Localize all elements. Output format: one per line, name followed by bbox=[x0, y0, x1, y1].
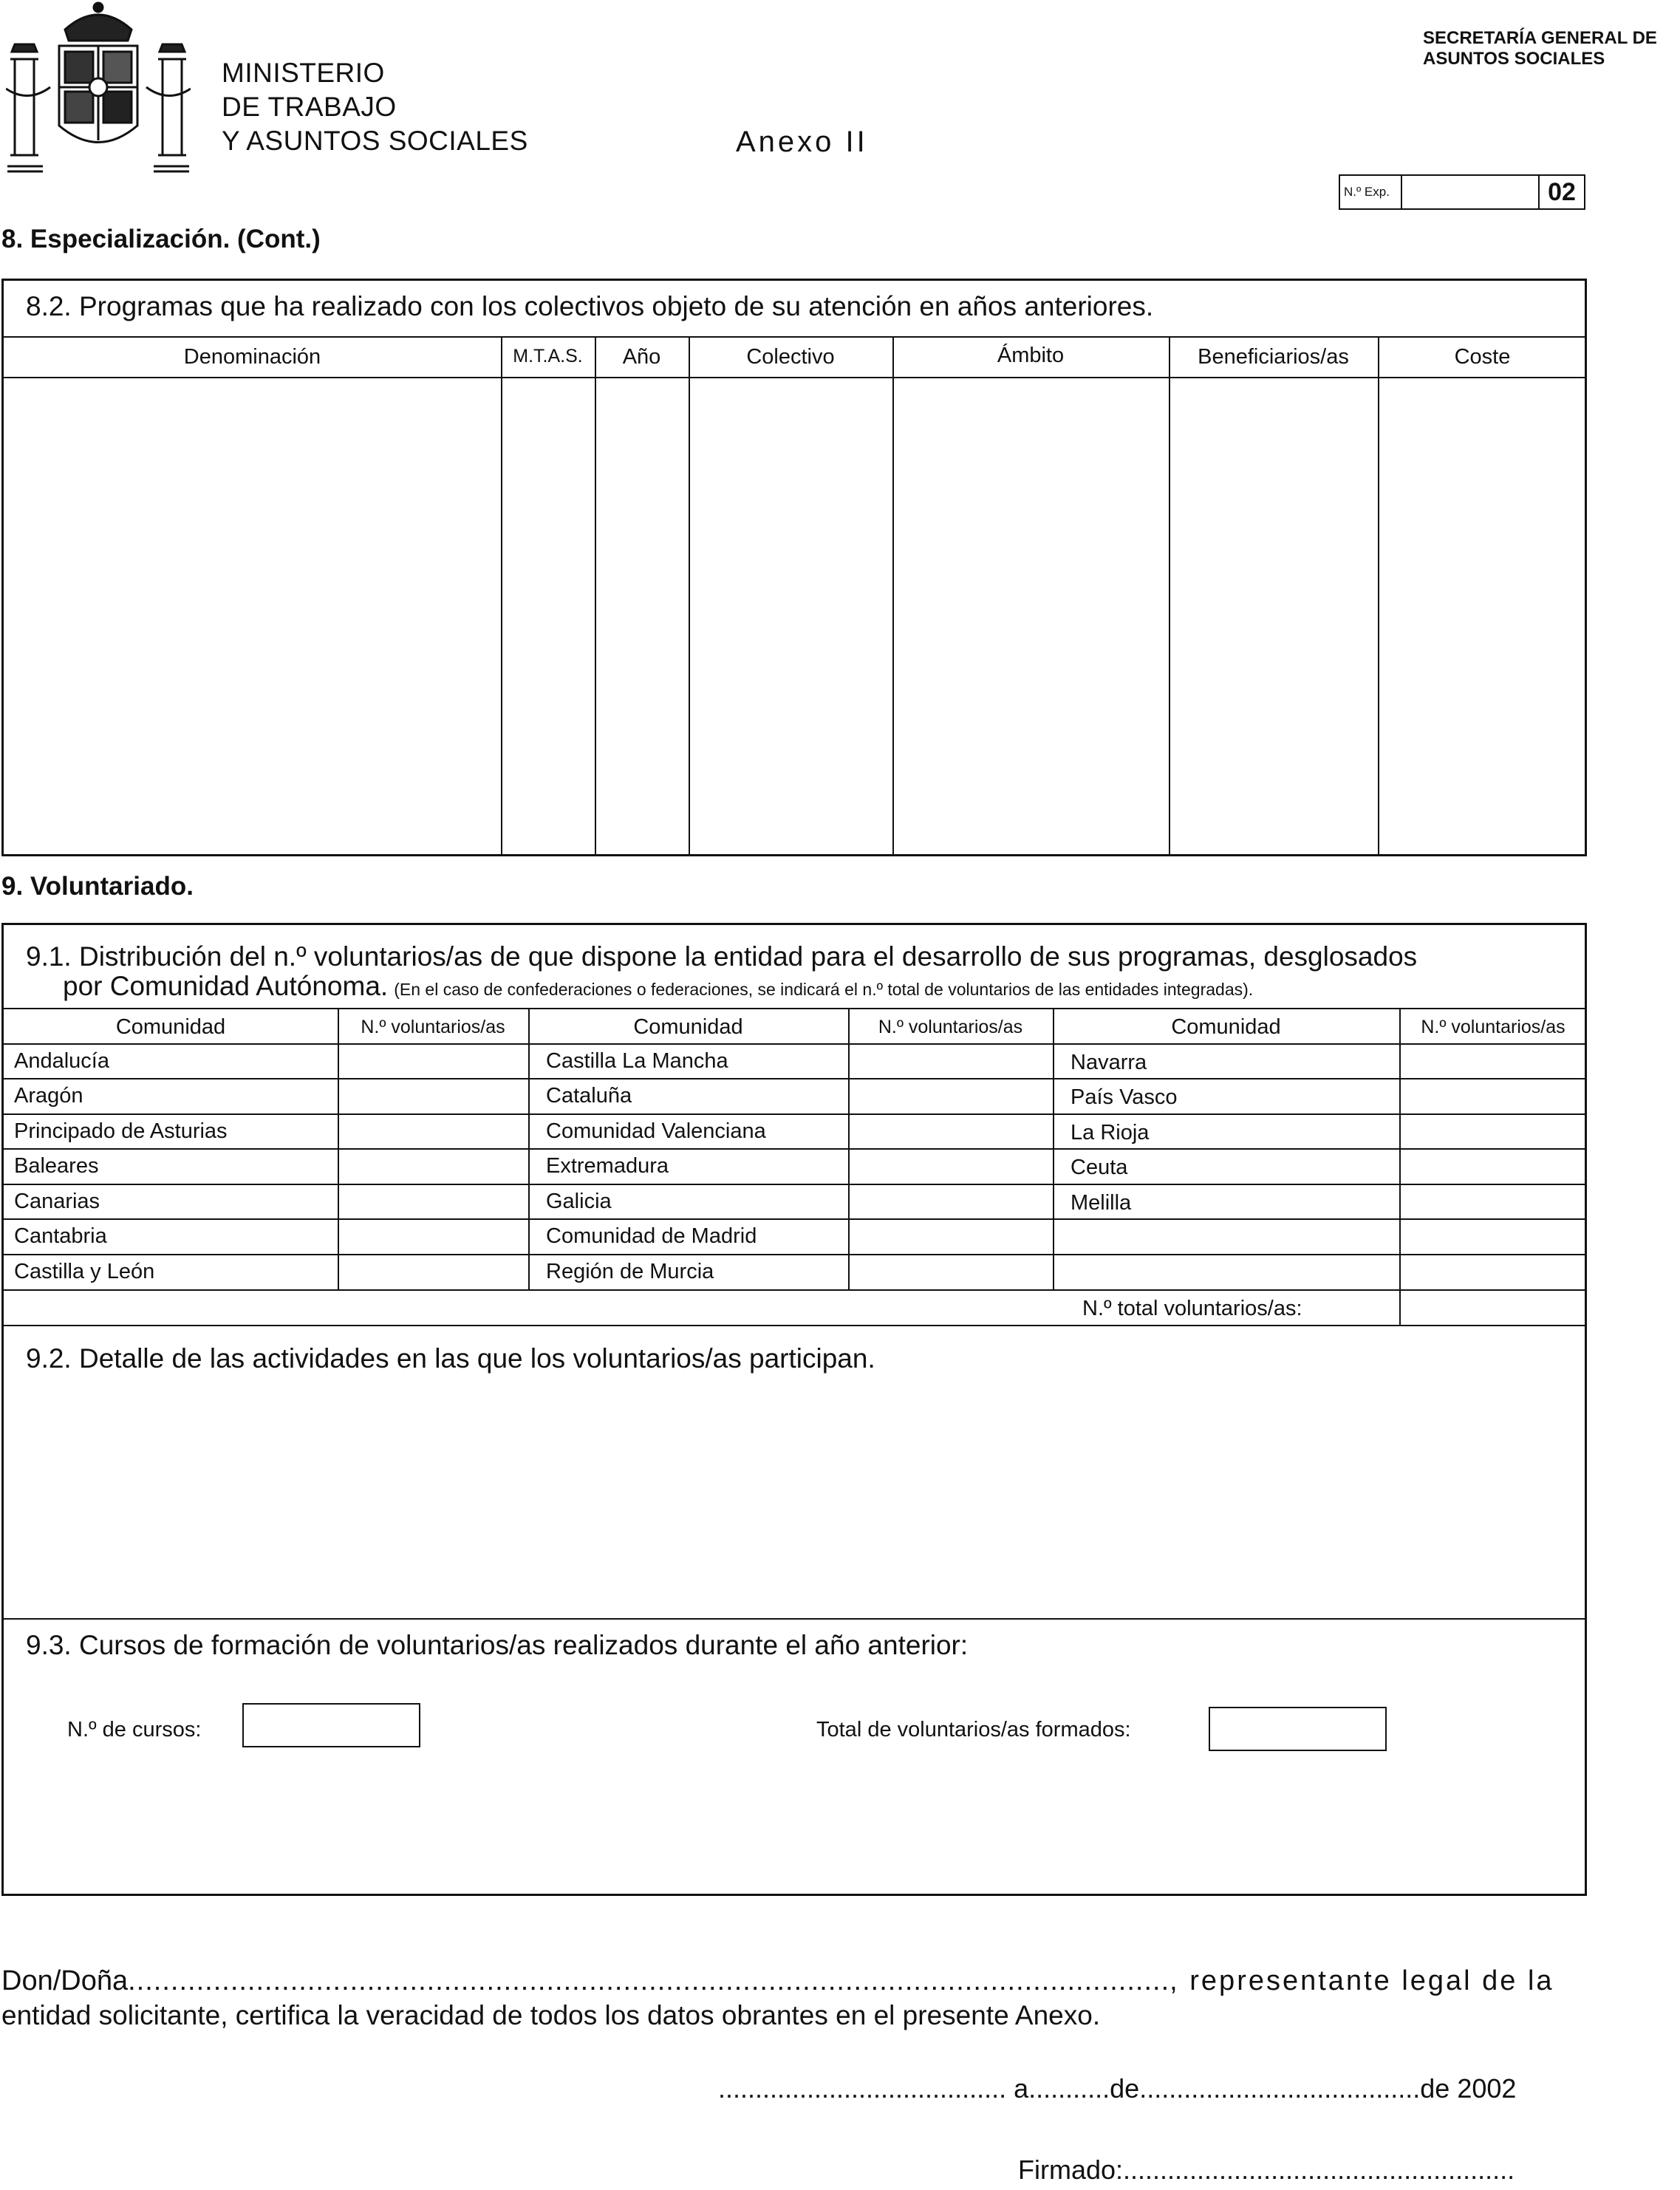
section-9-2-title: 9.2. Detalle de las actividades en las que los voluntarios/as participan. bbox=[26, 1343, 875, 1374]
don-dona-label: Don/Doña bbox=[1, 1965, 129, 1996]
comunidad-cell: Aragón bbox=[14, 1084, 83, 1108]
signature-dotted-field[interactable]: ..................................................... bbox=[1123, 2155, 1515, 2185]
column-header-ano: Año bbox=[622, 345, 661, 369]
comunidad-cell: Ceuta bbox=[1071, 1156, 1128, 1179]
comunidad-cell: La Rioja bbox=[1071, 1121, 1150, 1145]
name-dotted-field[interactable]: .......................................................................................................................... bbox=[128, 1965, 1170, 1996]
formados-input[interactable] bbox=[1209, 1707, 1387, 1751]
cursos-label: N.º de cursos: bbox=[67, 1718, 202, 1742]
section-9-3-title: 9.3. Cursos de formación de voluntarios/as realizados durante el año anterior: bbox=[26, 1630, 969, 1660]
section-9-title: 9. Voluntariado. bbox=[1, 872, 194, 901]
section-9-1-note: (En el caso de confederaciones o federaciones, se indicará el n.º total de voluntarios de las entidades integradas). bbox=[394, 980, 1254, 999]
comunidad-cell: Cataluña bbox=[546, 1084, 632, 1108]
coat-of-arms-icon bbox=[6, 0, 191, 174]
comunidad-cell: Navarra bbox=[1071, 1051, 1147, 1074]
column-header-voluntarios-3: N.º voluntarios/as bbox=[1421, 1017, 1565, 1037]
firmado-label: Firmado: bbox=[1018, 2155, 1124, 2185]
formados-label: Total de voluntarios/as formados: bbox=[816, 1718, 1131, 1742]
annex-title: Anexo II bbox=[736, 126, 868, 158]
expedient-label: N.º Exp. bbox=[1340, 176, 1402, 208]
comunidad-cell: Canarias bbox=[14, 1190, 100, 1213]
comunidad-cell: Castilla La Mancha bbox=[546, 1049, 728, 1073]
secretaria-line: SECRETARÍA GENERAL DE bbox=[1423, 28, 1657, 48]
comunidad-cell: Región de Murcia bbox=[546, 1260, 714, 1283]
comunidad-cell: Galicia bbox=[546, 1190, 612, 1213]
section-8-title: 8. Especialización. (Cont.) bbox=[1, 225, 321, 253]
comunidad-cell: Melilla bbox=[1071, 1191, 1132, 1215]
date-line bbox=[718, 2073, 1516, 2104]
expedient-number-box bbox=[1339, 174, 1585, 210]
section-9-1-subtitle-main: por Comunidad Autónoma. bbox=[63, 971, 389, 1001]
declaration-line-1 bbox=[1, 1965, 1554, 1997]
declaration-line-2: entidad solicitante, certifica la veracidad de todos los datos obrantes en el presente Anexo. bbox=[1, 2000, 1101, 2030]
month-dotted-field[interactable]: ...................................... bbox=[1139, 2073, 1421, 2104]
column-header-mtas: M.T.A.S. bbox=[513, 346, 583, 366]
total-voluntarios-label: N.º total voluntarios/as: bbox=[1082, 1297, 1302, 1320]
date-de-label: de bbox=[1110, 2073, 1140, 2104]
comunidad-cell: Baleares bbox=[14, 1154, 99, 1178]
ministry-line: MINISTERIO bbox=[222, 58, 385, 88]
volunteer-section-box bbox=[1, 923, 1587, 1896]
ministry-line: DE TRABAJO bbox=[222, 92, 397, 122]
comunidad-cell: Castilla y León bbox=[14, 1260, 155, 1283]
date-year-label: de 2002 bbox=[1420, 2073, 1517, 2104]
section-9-1-title: 9.1. Distribución del n.º voluntarios/as de que dispone la entidad para el desarrollo de sus programas, desglosados bbox=[26, 941, 1418, 972]
column-header-ambito: Ámbito bbox=[997, 344, 1065, 367]
day-dotted-field[interactable]: ........... bbox=[1028, 2073, 1110, 2104]
expedient-number: 02 bbox=[1538, 176, 1584, 208]
comunidad-cell: Comunidad de Madrid bbox=[546, 1224, 757, 1248]
secretaria-line: ASUNTOS SOCIALES bbox=[1423, 49, 1605, 69]
column-header-colectivo: Colectivo bbox=[746, 345, 835, 369]
comunidad-cell: Cantabria bbox=[14, 1224, 107, 1248]
comunidad-cell: Andalucía bbox=[14, 1049, 109, 1073]
place-dotted-field[interactable]: ....................................... bbox=[718, 2073, 1007, 2104]
column-header-comunidad-3: Comunidad bbox=[1171, 1015, 1281, 1039]
section-8-2-title: 8.2. Programas que ha realizado con los colectivos objeto de su atención en años anteriores. bbox=[26, 291, 1154, 321]
section-9-1-subtitle bbox=[63, 971, 1253, 1002]
cursos-input[interactable] bbox=[242, 1703, 420, 1747]
ministry-line: Y ASUNTOS SOCIALES bbox=[222, 126, 528, 156]
column-header-comunidad-2: Comunidad bbox=[633, 1015, 743, 1039]
column-header-coste: Coste bbox=[1454, 345, 1511, 369]
column-header-voluntarios-1: N.º voluntarios/as bbox=[361, 1017, 505, 1037]
column-header-voluntarios-2: N.º voluntarios/as bbox=[878, 1017, 1023, 1037]
signature-line bbox=[1018, 2155, 1515, 2186]
secretaria-label bbox=[1423, 28, 1657, 69]
column-header-beneficiarios: Beneficiarios/as bbox=[1198, 345, 1349, 369]
comunidad-cell: Comunidad Valenciana bbox=[546, 1119, 766, 1143]
comunidad-cell: Principado de Asturias bbox=[14, 1119, 228, 1143]
date-a-label: a bbox=[1014, 2073, 1029, 2104]
representative-label: , representante legal de la bbox=[1169, 1965, 1554, 1996]
comunidad-cell: País Vasco bbox=[1071, 1085, 1178, 1109]
programs-table bbox=[1, 279, 1587, 856]
comunidad-cell: Extremadura bbox=[546, 1154, 669, 1178]
ministry-name bbox=[222, 56, 528, 158]
column-header-comunidad-1: Comunidad bbox=[115, 1015, 226, 1039]
column-header-denominacion: Denominación bbox=[183, 345, 321, 369]
